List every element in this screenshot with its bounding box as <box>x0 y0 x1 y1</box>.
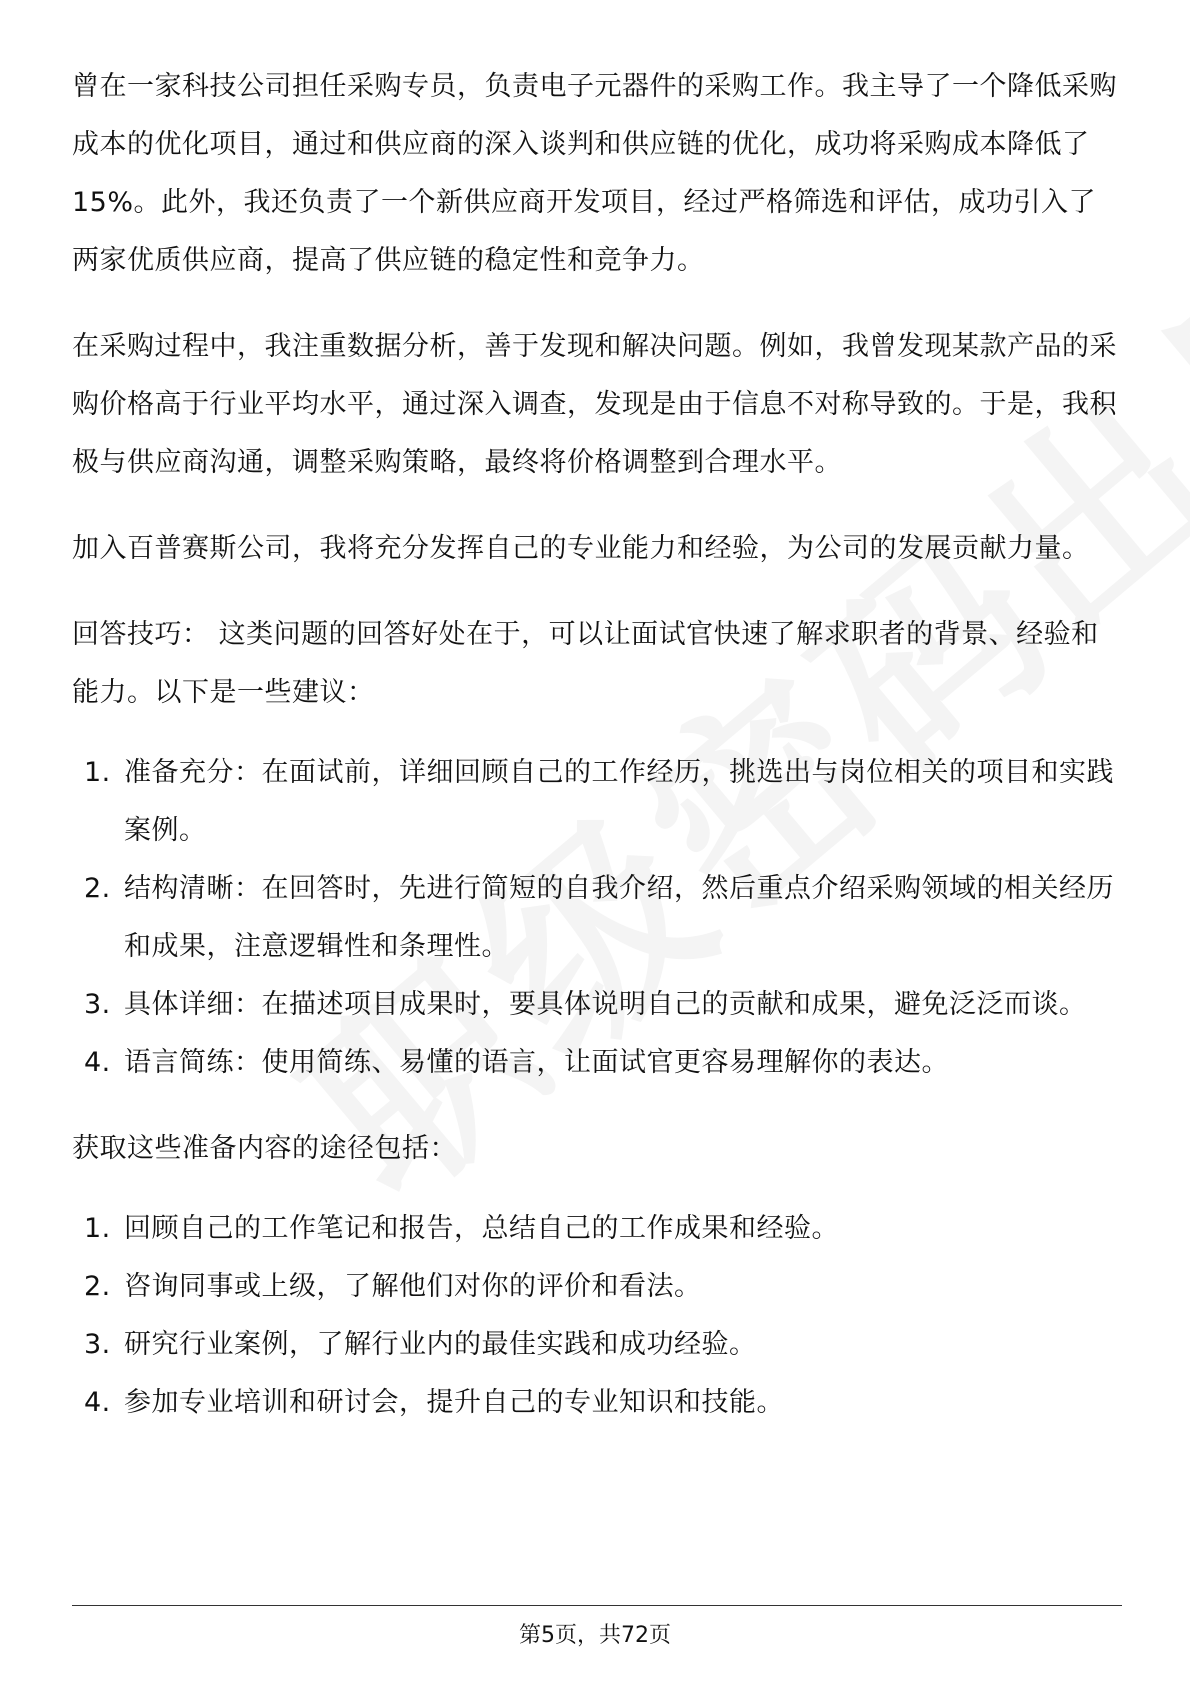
list-number: 4. <box>84 1047 111 1078</box>
list-item <box>72 1034 1122 1092</box>
list-item <box>72 860 1122 976</box>
list-item-text: 准备充分：在面试前，详细回顾自己的工作经历，挑选出与岗位相关的项目和实践案例。 <box>124 757 1114 846</box>
list-item <box>72 976 1122 1034</box>
page-number: 第5页，共72页 <box>519 1623 671 1648</box>
list-item <box>72 744 1122 860</box>
list-item-text: 参加专业培训和研讨会，提升自己的专业知识和技能。 <box>124 1387 784 1418</box>
list-item-text: 结构清晰：在回答时，先进行简短的自我介绍，然后重点介绍采购领域的相关经历和成果，注意逻辑性和条理性。 <box>124 873 1114 962</box>
list-number: 1. <box>84 1213 111 1244</box>
list-number: 3. <box>84 1329 111 1360</box>
list-number: 1. <box>84 757 111 788</box>
list-number: 3. <box>84 989 111 1020</box>
list-number: 4. <box>84 1387 111 1418</box>
paragraph-sources-intro: 获取这些准备内容的途径包括： <box>72 1133 457 1164</box>
list-item-text: 研究行业案例，了解行业内的最佳实践和成功经验。 <box>124 1329 757 1360</box>
list-number: 2. <box>84 873 111 904</box>
list-item <box>72 1200 1122 1258</box>
paragraph-analysis: 在采购过程中，我注重数据分析，善于发现和解决问题。例如，我曾发现某款产品的采购价格高于行业平均水平，通过深入调查，发现是由于信息不对称导致的。于是，我积极与供应商沟通，调整采购策略，最终将价格调整到合理水平。 <box>72 331 1117 478</box>
tips-list <box>72 744 1122 1092</box>
paragraph-experience: 曾在一家科技公司担任采购专员，负责电子元器件的采购工作。我主导了一个降低采购成本的优化项目，通过和供应商的深入谈判和供应链的优化，成功将采购成本降低了15%。此外，我还负责了一个新供应商开发项目，经过严格筛选和评估，成功引入了两家优质供应商，提高了供应链的稳定性和竞争力。 <box>72 71 1117 276</box>
list-number: 2. <box>84 1271 111 1302</box>
footer-divider <box>72 1605 1122 1606</box>
list-item-text: 咨询同事或上级，了解他们对你的评价和看法。 <box>124 1271 702 1302</box>
list-item-text: 语言简练：使用简练、易懂的语言，让面试官更容易理解你的表达。 <box>124 1047 949 1078</box>
list-item-text: 具体详细：在描述项目成果时，要具体说明自己的贡献和成果，避免泛泛而谈。 <box>124 989 1087 1020</box>
document-body <box>72 58 1122 1460</box>
paragraph-tips-intro: 回答技巧： 这类问题的回答好处在于，可以让面试官快速了解求职者的背景、经验和能力。以下是一些建议： <box>72 619 1099 708</box>
list-item <box>72 1258 1122 1316</box>
paragraph-join: 加入百普赛斯公司，我将充分发挥自己的专业能力和经验，为公司的发展贡献力量。 <box>72 533 1090 564</box>
list-item-text: 回顾自己的工作笔记和报告，总结自己的工作成果和经验。 <box>124 1213 839 1244</box>
sources-list <box>72 1200 1122 1432</box>
list-item <box>72 1316 1122 1374</box>
list-item <box>72 1374 1122 1432</box>
